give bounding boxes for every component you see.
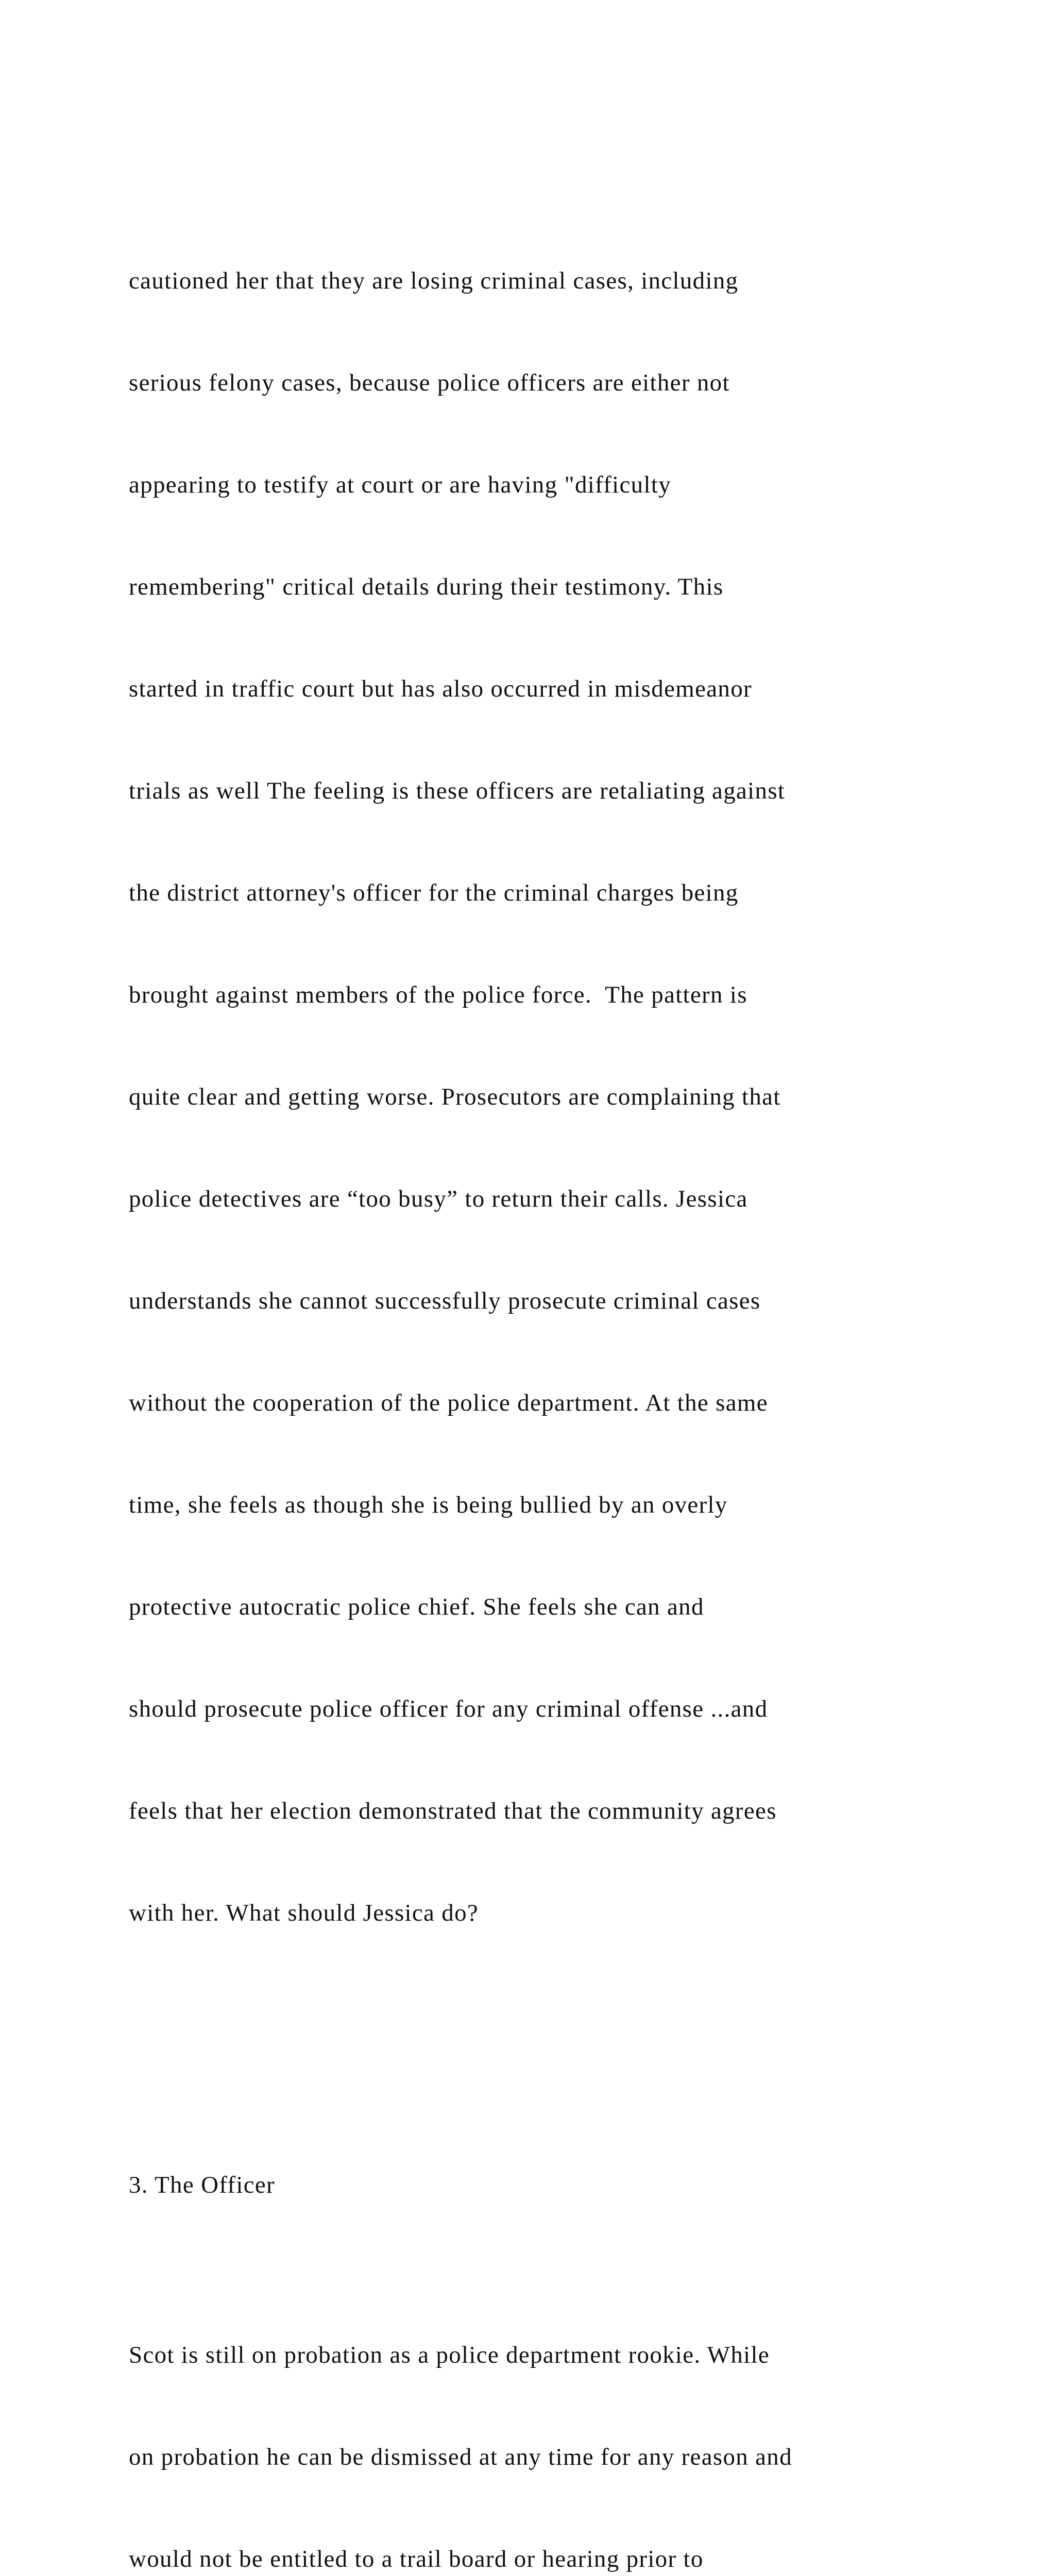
text-line: understands she cannot successfully prosecute criminal cases bbox=[129, 1287, 761, 1314]
text-line: appearing to testify at court or are having "difficulty bbox=[129, 471, 671, 498]
text-line: quite clear and getting worse. Prosecutors are complaining that bbox=[129, 1083, 781, 1110]
text-line: brought against members of the police force. The pattern is bbox=[129, 981, 747, 1008]
text-line: should prosecute police officer for any criminal offense ...and bbox=[129, 1696, 768, 1722]
text-line: protective autocratic police chief. She feels she can and bbox=[129, 1594, 704, 1620]
text-line: time, she feels as though she is being bullied by an overly bbox=[129, 1492, 728, 1518]
text-line: serious felony cases, because police officers are either not bbox=[129, 369, 730, 396]
text-line: trials as well The feeling is these officers are retaliating against bbox=[129, 777, 786, 804]
text-line: without the cooperation of the police department. At the same bbox=[129, 1389, 768, 1416]
text-line: feels that her election demonstrated that the community agrees bbox=[129, 1798, 777, 1824]
text-line: Scot is still on probation as a police department rookie. While bbox=[129, 2342, 770, 2368]
text-line: cautioned her that they are losing criminal cases, including bbox=[129, 267, 739, 294]
text-line: with her. What should Jessica do? bbox=[129, 1900, 479, 1926]
document-body bbox=[129, 128, 953, 2576]
text-line: remembering" critical details during their testimony. This bbox=[129, 573, 724, 600]
paragraph-1 bbox=[129, 196, 953, 1998]
text-line: would not be entitled to a trail board or hearing prior to bbox=[129, 2546, 704, 2572]
paragraph-spacer bbox=[129, 2066, 953, 2100]
text-line: on probation he can be dismissed at any time for any reason and bbox=[129, 2444, 792, 2470]
paragraph-2 bbox=[129, 2270, 953, 2576]
text-line: police detectives are “too busy” to return their calls. Jessica bbox=[129, 1185, 748, 1212]
text-line: the district attorney's officer for the criminal charges being bbox=[129, 879, 739, 906]
section-heading: 3. The Officer bbox=[129, 2172, 275, 2198]
text-line: started in traffic court but has also occurred in misdemeanor bbox=[129, 675, 752, 702]
